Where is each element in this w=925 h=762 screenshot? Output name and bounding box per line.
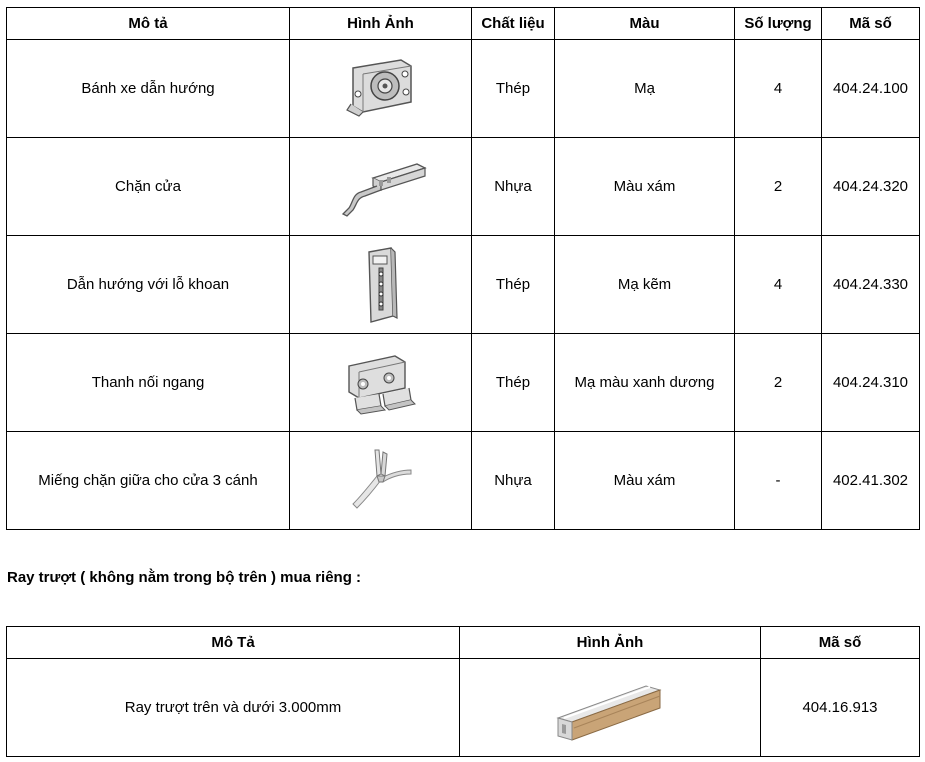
- row-description: Dẫn hướng với lỗ khoan: [7, 236, 290, 334]
- table-row: [7, 236, 920, 334]
- header-quantity: Số lượng: [735, 8, 822, 40]
- guide-wheel-bracket-icon: [341, 54, 421, 124]
- row-code: 404.24.320: [822, 138, 920, 236]
- row-quantity: 4: [735, 236, 822, 334]
- row-description: Chặn cửa: [7, 138, 290, 236]
- rail-table: [6, 626, 920, 757]
- table-row: [7, 40, 920, 138]
- parts-table: [6, 7, 920, 530]
- table-row: [7, 334, 920, 432]
- row-description: Miếng chặn giữa cho cửa 3 cánh: [7, 432, 290, 530]
- row-quantity: 2: [735, 334, 822, 432]
- row-color: Màu xám: [555, 138, 735, 236]
- drilled-guide-plate-icon: [361, 244, 401, 326]
- table-row: [7, 432, 920, 530]
- table-row: [7, 659, 920, 757]
- row-description: Bánh xe dẫn hướng: [7, 40, 290, 138]
- sliding-rail-profile-icon: [550, 668, 670, 748]
- row-image: [290, 432, 472, 530]
- row-quantity: 2: [735, 138, 822, 236]
- row-code: 404.24.100: [822, 40, 920, 138]
- row-description: Thanh nối ngang: [7, 334, 290, 432]
- row-color: Mạ: [555, 40, 735, 138]
- row-material: Thép: [472, 236, 555, 334]
- row-code: 404.24.330: [822, 236, 920, 334]
- header-description: Mô tả: [7, 8, 290, 40]
- rail-table-header-row: [7, 627, 920, 659]
- header-description: Mô Tả: [7, 627, 460, 659]
- row-material: Nhựa: [472, 432, 555, 530]
- row-image: [460, 659, 761, 757]
- row-image: [290, 334, 472, 432]
- cross-connector-bracket-icon: [339, 348, 423, 418]
- header-color: Màu: [555, 8, 735, 40]
- row-image: [290, 236, 472, 334]
- row-color: Mạ kẽm: [555, 236, 735, 334]
- row-image: [290, 138, 472, 236]
- row-quantity: 4: [735, 40, 822, 138]
- table-row: [7, 138, 920, 236]
- header-image: Hình Ảnh: [290, 8, 472, 40]
- row-color: Màu xám: [555, 432, 735, 530]
- rail-section-heading: Ray trượt ( không nằm trong bộ trên ) mua riêng :: [7, 569, 362, 586]
- row-image: [290, 40, 472, 138]
- row-code: 402.41.302: [822, 432, 920, 530]
- row-material: Thép: [472, 334, 555, 432]
- header-material: Chất liệu: [472, 8, 555, 40]
- row-code: 404.16.913: [761, 659, 920, 757]
- middle-stopper-clip-icon: [341, 446, 421, 516]
- row-material: Thép: [472, 40, 555, 138]
- header-code: Mã số: [822, 8, 920, 40]
- parts-table-header-row: [7, 8, 920, 40]
- door-stopper-icon: [331, 152, 431, 222]
- row-quantity: -: [735, 432, 822, 530]
- row-description: Ray trượt trên và dưới 3.000mm: [7, 659, 460, 757]
- row-color: Mạ màu xanh dương: [555, 334, 735, 432]
- row-material: Nhựa: [472, 138, 555, 236]
- header-code: Mã số: [761, 627, 920, 659]
- row-code: 404.24.310: [822, 334, 920, 432]
- header-image: Hình Ảnh: [460, 627, 761, 659]
